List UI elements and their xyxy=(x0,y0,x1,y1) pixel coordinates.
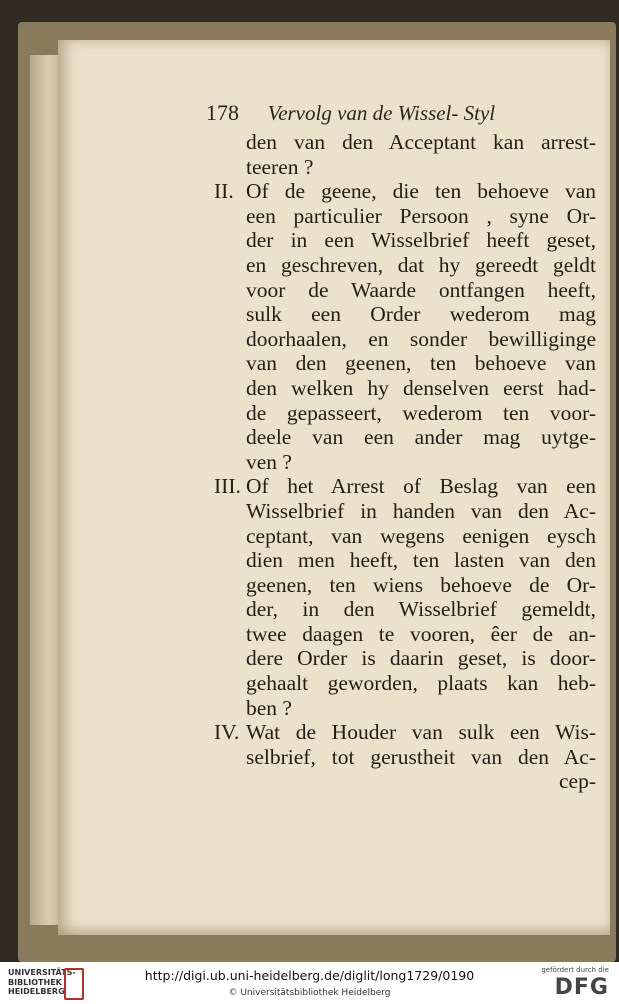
line-text: ceptant, van wegens eenigen eysch xyxy=(246,523,596,548)
library-logo-text: UNIVERSITÄTS- BIBLIOTHEK HEIDELBERG xyxy=(8,968,76,996)
text-line xyxy=(206,696,596,721)
text-line xyxy=(206,302,596,327)
line-text: dien men heeft, ten lasten van den xyxy=(246,548,596,573)
text-line xyxy=(206,401,596,426)
text-line xyxy=(206,646,596,671)
item-number: IV. xyxy=(214,720,240,745)
text-line xyxy=(206,597,596,622)
line-text: ben ? xyxy=(246,695,292,720)
text-line xyxy=(206,130,596,155)
line-text: teeren ? xyxy=(246,154,314,179)
text-line xyxy=(206,622,596,647)
line-text: Of het Arrest of Beslag van een xyxy=(246,474,596,499)
page-text xyxy=(206,130,596,794)
line-text: der, in den Wisselbrief gemeldt, xyxy=(246,597,596,622)
running-head xyxy=(206,100,586,126)
line-text: den van den Acceptant kan arrest- xyxy=(246,130,596,154)
text-line xyxy=(206,573,596,598)
line-text: Of de geene, die ten behoeve van xyxy=(246,179,596,204)
text-line xyxy=(206,745,596,770)
running-title: Vervolg van de Wissel- Styl xyxy=(267,101,496,125)
line-text: Wisselbrief in handen van den Ac- xyxy=(246,498,596,523)
copyright-notice: © Universitätsbibliothek Heidelberg xyxy=(228,988,391,998)
line-text: twee daagen te vooren, êer de an- xyxy=(246,621,596,646)
text-line xyxy=(206,179,596,204)
line-text: gehaalt geworden, plaats kan heb- xyxy=(246,671,596,696)
text-line xyxy=(206,278,596,303)
page-number: 178 xyxy=(206,100,239,125)
line-text: voor de Waarde ontfangen heeft, xyxy=(246,277,596,302)
text-line xyxy=(206,720,596,745)
line-text: de gepasseert, wederom ten voor- xyxy=(246,400,596,425)
text-line xyxy=(206,450,596,475)
line-text: en geschreven, dat hy gereedt geldt xyxy=(246,252,596,277)
text-line xyxy=(206,327,596,352)
text-line xyxy=(206,253,596,278)
footer-bar xyxy=(0,962,619,1004)
text-line xyxy=(206,228,596,253)
line-text: selbrief, tot gerustheit van den Ac- xyxy=(246,744,596,769)
dfg-logo: DFG xyxy=(554,975,609,1000)
text-line xyxy=(206,499,596,524)
line-text: cep- xyxy=(559,769,596,794)
item-number: II. xyxy=(214,179,234,204)
line-text: dere Order is daarin geset, is door- xyxy=(246,646,596,671)
line-text: Wat de Houder van sulk een Wis- xyxy=(246,720,596,745)
text-line xyxy=(206,425,596,450)
text-line xyxy=(206,769,596,794)
source-url[interactable]: http://digi.ub.uni-heidelberg.de/diglit/long1729/0190 xyxy=(144,968,475,983)
text-line xyxy=(206,204,596,229)
line-text: doorhaalen, en sonder bewilliginge xyxy=(246,326,596,351)
text-line xyxy=(206,671,596,696)
funder-note: gefördert durch die xyxy=(541,966,609,974)
item-number: III. xyxy=(214,474,241,499)
line-text: sulk een Order wederom mag xyxy=(246,302,596,327)
text-line xyxy=(206,548,596,573)
line-text: geenen, ten wiens behoeve de Or- xyxy=(246,572,596,597)
line-text: ven ? xyxy=(246,449,292,474)
text-line xyxy=(206,474,596,499)
line-text: der in een Wisselbrief heeft geset, xyxy=(246,228,596,253)
line-text: deele van een ander mag uytge- xyxy=(246,425,596,450)
text-line xyxy=(206,155,596,180)
line-text: den welken hy denselven eerst had- xyxy=(246,375,596,400)
text-line xyxy=(206,376,596,401)
line-text: een particulier Persoon , syne Or- xyxy=(246,203,596,228)
line-text: van den geenen, ten behoeve van xyxy=(246,351,596,376)
text-line xyxy=(206,524,596,549)
text-line xyxy=(206,351,596,376)
